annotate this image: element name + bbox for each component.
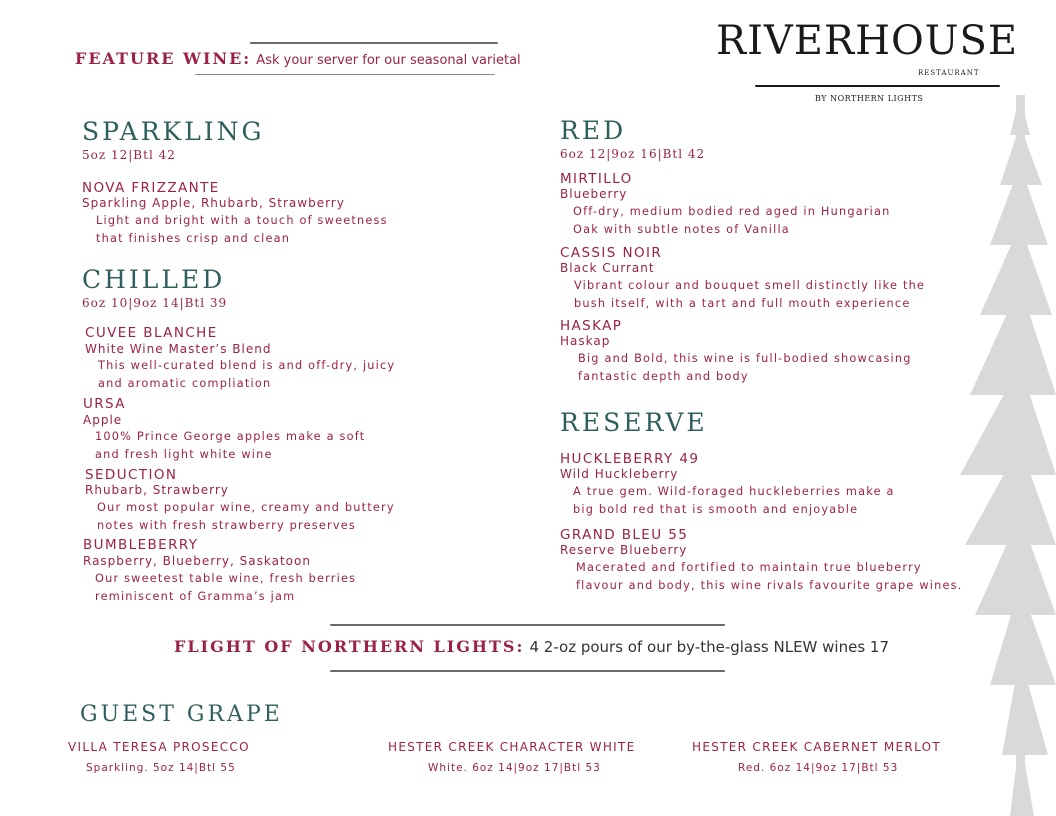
pine-tree-icon [930, 95, 1056, 816]
chilled-price: 6oz 10|9oz 14|Btl 39 [82, 296, 228, 310]
feature-wine-label: FEATURE WINE: [75, 49, 252, 68]
wine-fruit: Blueberry [560, 187, 628, 201]
guest-wine-detail: Sparkling. 5oz 14|Btl 55 [86, 762, 236, 774]
wine-fruit: Apple [83, 413, 123, 427]
wine-description: A true gem. Wild-foraged huckleberries make a [573, 485, 895, 498]
wine-fruit: Wild Huckleberry [560, 467, 679, 481]
guest-wine-name: HESTER CREEK CHARACTER WHITE [388, 740, 636, 754]
wine-fruit: Black Currant [560, 261, 655, 275]
wine-description: fantastic depth and body [578, 370, 749, 383]
wine-description: Our most popular wine, creamy and buttery [97, 501, 395, 514]
wine-description: Off-dry, medium bodied red aged in Hungarian [573, 205, 891, 218]
wine-description: notes with fresh strawberry preserves [97, 519, 356, 532]
red-title: RED [560, 116, 627, 145]
wine-name: URSA [83, 396, 126, 412]
guest-wine-detail: Red. 6oz 14|9oz 17|Btl 53 [738, 762, 899, 774]
feature-bottom-rule [195, 74, 495, 75]
reserve-title: RESERVE [560, 408, 708, 437]
wine-description: Light and bright with a touch of sweetness [96, 214, 388, 227]
wine-fruit: Raspberry, Blueberry, Saskatoon [83, 554, 311, 568]
wine-description: Vibrant colour and bouquet smell distinctly like the [574, 279, 926, 292]
logo-wordmark: RIVERHOUSE [716, 18, 1019, 64]
wine-name: HUCKLEBERRY 49 [560, 451, 700, 467]
wine-name: BUMBLEBERRY [83, 537, 199, 553]
wine-description: flavour and body, this wine rivals favourite grape wines. [576, 579, 963, 592]
sparkling-title: SPARKLING [82, 117, 265, 146]
wine-description: Big and Bold, this wine is full-bodied showcasing [578, 352, 912, 365]
wine-fruit: Rhubarb, Strawberry [85, 483, 229, 497]
feature-top-rule [250, 42, 498, 44]
wine-description: that finishes crisp and clean [96, 232, 291, 245]
wine-description: reminiscent of Gramma’s jam [95, 590, 296, 603]
guest-wine-detail: White. 6oz 14|9oz 17|Btl 53 [428, 762, 601, 774]
wine-name: SEDUCTION [85, 467, 178, 483]
wine-description: Macerated and fortified to maintain true blueberry [576, 561, 922, 574]
wine-name: MIRTILLO [560, 171, 633, 187]
wine-fruit: White Wine Master’s Blend [85, 342, 272, 356]
wine-description: and fresh light white wine [95, 448, 273, 461]
guest-wine-name: VILLA TERESA PROSECCO [68, 740, 250, 754]
flight-text: 4 2-oz pours of our by-the-glass NLEW wines 17 [529, 638, 890, 656]
wine-fruit: Reserve Blueberry [560, 543, 688, 557]
wine-name: CASSIS NOIR [560, 245, 663, 261]
wine-description: bush itself, with a tart and full mouth experience [574, 297, 911, 310]
wine-description: Our sweetest table wine, fresh berries [95, 572, 357, 585]
wine-name: CUVEE BLANCHE [85, 325, 218, 341]
flight-bottom-rule [330, 670, 725, 672]
logo-byline: BY NORTHERN LIGHTS [815, 94, 924, 103]
wine-description: This well-curated blend is and off-dry, juicy [98, 359, 396, 372]
wine-name: GRAND BLEU 55 [560, 527, 689, 543]
logo-rule [755, 85, 1000, 87]
flight-line [174, 637, 889, 656]
wine-description: Oak with subtle notes of Vanilla [573, 223, 790, 236]
wine-description: big bold red that is smooth and enjoyable [573, 503, 859, 516]
chilled-title: CHILLED [82, 265, 226, 294]
flight-top-rule [330, 624, 725, 626]
wine-fruit: Haskap [560, 334, 611, 348]
logo-restaurant: RESTAURANT [918, 69, 980, 77]
feature-wine-text: Ask your server for our seasonal varietal [256, 53, 521, 68]
wine-fruit: Sparkling Apple, Rhubarb, Strawberry [82, 196, 345, 210]
feature-wine-line [75, 49, 521, 68]
guest-title: GUEST GRAPE [80, 702, 283, 727]
red-price: 6oz 12|9oz 16|Btl 42 [560, 147, 706, 161]
sparkling-price: 5oz 12|Btl 42 [82, 148, 176, 162]
flight-label: FLIGHT OF NORTHERN LIGHTS: [174, 637, 525, 656]
guest-wine-name: HESTER CREEK CABERNET MERLOT [692, 740, 942, 754]
wine-description: and aromatic compliation [98, 377, 272, 390]
wine-name: HASKAP [560, 318, 623, 334]
wine-name: NOVA FRIZZANTE [82, 180, 220, 196]
wine-description: 100% Prince George apples make a soft [95, 430, 366, 443]
